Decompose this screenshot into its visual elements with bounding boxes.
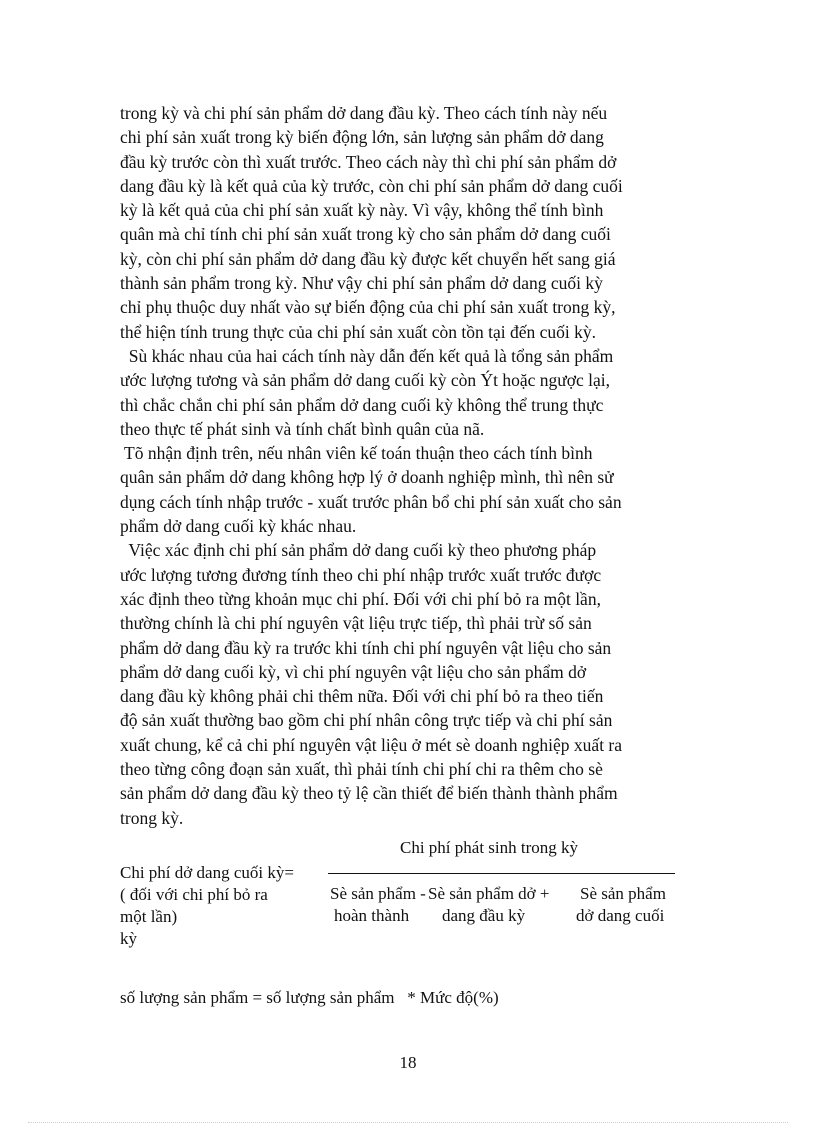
text-line: phẩm dở dang cuối kỳ khác nhau. [120, 516, 357, 537]
body-text [120, 101, 700, 830]
formula-lhs-line: kỳ [120, 929, 137, 948]
denominator-term-line: Sè sản phẩm dở + [428, 884, 550, 903]
denominator-term-line: hoàn thành [334, 906, 410, 925]
denominator-term-line: dang đầu kỳ [442, 906, 526, 925]
text-line: Tõ nhận định trên, nếu nhân viên kế toán thuận theo cách tính bình [120, 443, 593, 464]
text-line: trong kỳ và chi phí sản phẩm dở dang đầu kỳ. Theo cách tính này nếu [120, 103, 608, 123]
denominator-term-line: Sè sản phẩm - [330, 884, 426, 903]
text-line: kỳ là kết quả của chi phí sản xuất kỳ này. Vì vậy, không thể tính bình [120, 200, 604, 221]
formula-denominator-term [330, 883, 426, 927]
text-line: ước lượng tương đương tính theo chi phí nhập trước xuất trước được [120, 564, 602, 585]
formula-lhs-line: Chi phí dở dang cuối kỳ= [120, 863, 294, 882]
denominator-term-line: dở dang cuối [576, 906, 665, 925]
text-line: kỳ, còn chi phí sản phẩm dở dang đầu kỳ được kết chuyển hết sang giá [120, 248, 616, 269]
quantity-formula: số lượng sản phẩm = số lượng sản phẩm * Mức độ(%) [120, 988, 499, 1007]
text-line: xác định theo từng khoản mục chi phí. Đối với chi phí bỏ ra một lần, [120, 588, 601, 609]
text-line: phẩm dở dang cuối kỳ, vì chi phí nguyên vật liệu cho sản phẩm dở [120, 661, 587, 682]
text-line: quân sản phẩm dở dang không hợp lý ở doanh nghiệp mình, thì nên sử [120, 467, 614, 488]
page-number: 18 [399, 1053, 417, 1072]
formula-denominator-term [428, 883, 550, 927]
text-line: độ sản xuất thường bao gồm chi phí nhân công trực tiếp và chi phí sản [120, 710, 613, 731]
formula-lhs [120, 862, 320, 950]
text-line: thành sản phẩm trong kỳ. Như vậy chi phí sản phẩm dở dang cuối kỳ [120, 273, 603, 294]
text-line: theo từng công đoạn sản xuất, thì phải tính chi phí chi ra thêm cho sè [120, 759, 603, 780]
formula-lhs-line: một lần) [120, 907, 178, 926]
formula-denominator-term [558, 883, 666, 927]
text-line: dụng cách tính nhập trước - xuất trước phân bổ chi phí sản xuất cho sản [120, 491, 622, 512]
text-line: xuất chung, kể cả chi phí nguyên vật liệu ở mét sè doanh nghiệp xuất ra [120, 734, 623, 755]
text-line: Sù khác nhau của hai cách tính này dẫn đến kết quả là tổng sản phẩm [120, 345, 614, 366]
text-line: theo thực tế phát sinh và tính chất bình quân của nã. [120, 418, 485, 439]
text-line: dang đầu kỳ không phải chi thêm nữa. Đối với chi phí bỏ ra theo tiến [120, 686, 604, 707]
text-line: đầu kỳ trước còn thì xuất trước. Theo cách này thì chi phí sản phẩm dở [120, 151, 617, 172]
text-line: ước lượng tương và sản phẩm dở dang cuối kỳ còn Ýt hoặc ngược lại, [120, 370, 611, 391]
formula-numerator: Chi phí phát sinh trong kỳ [400, 838, 579, 857]
text-line: chỉ phụ thuộc duy nhất vào sự biến động của chi phí sản xuất trong kỳ, [120, 297, 616, 318]
text-line: dang đầu kỳ là kết quả của kỳ trước, còn chi phí sản phẩm dở dang cuối [120, 175, 623, 196]
fraction-bar [328, 873, 675, 874]
cost-formula [120, 837, 700, 957]
text-line: phẩm dở dang đầu kỳ ra trước khi tính chi phí nguyên vật liệu cho sản [120, 637, 612, 658]
text-line: thì chắc chắn chi phí sản phẩm dở dang cuối kỳ không thể trung thực [120, 394, 604, 415]
formula-lhs-line: ( đối với chi phí bỏ ra [120, 885, 268, 904]
denominator-term-line: Sè sản phẩm [580, 884, 666, 903]
text-line: chi phí sản xuất trong kỳ biến động lớn, sản lượng sản phẩm dở dang [120, 127, 604, 148]
text-line: Việc xác định chi phí sản phẩm dở dang cuối kỳ theo phương pháp [120, 540, 597, 561]
text-line: quân mà chỉ tính chi phí sản xuất trong kỳ cho sản phẩm dở dang cuối [120, 224, 611, 245]
text-line: trong kỳ. [120, 807, 184, 828]
text-line: sản phẩm dở dang đầu kỳ theo tỷ lệ cần thiết để biến thành thành phẩm [120, 783, 618, 804]
text-line: thường chính là chi phí nguyên vật liệu trực tiếp, thì phải trừ số sản [120, 613, 592, 634]
text-line: thể hiện tính trung thực của chi phí sản xuất còn tồn tại đến cuối kỳ. [120, 321, 597, 342]
